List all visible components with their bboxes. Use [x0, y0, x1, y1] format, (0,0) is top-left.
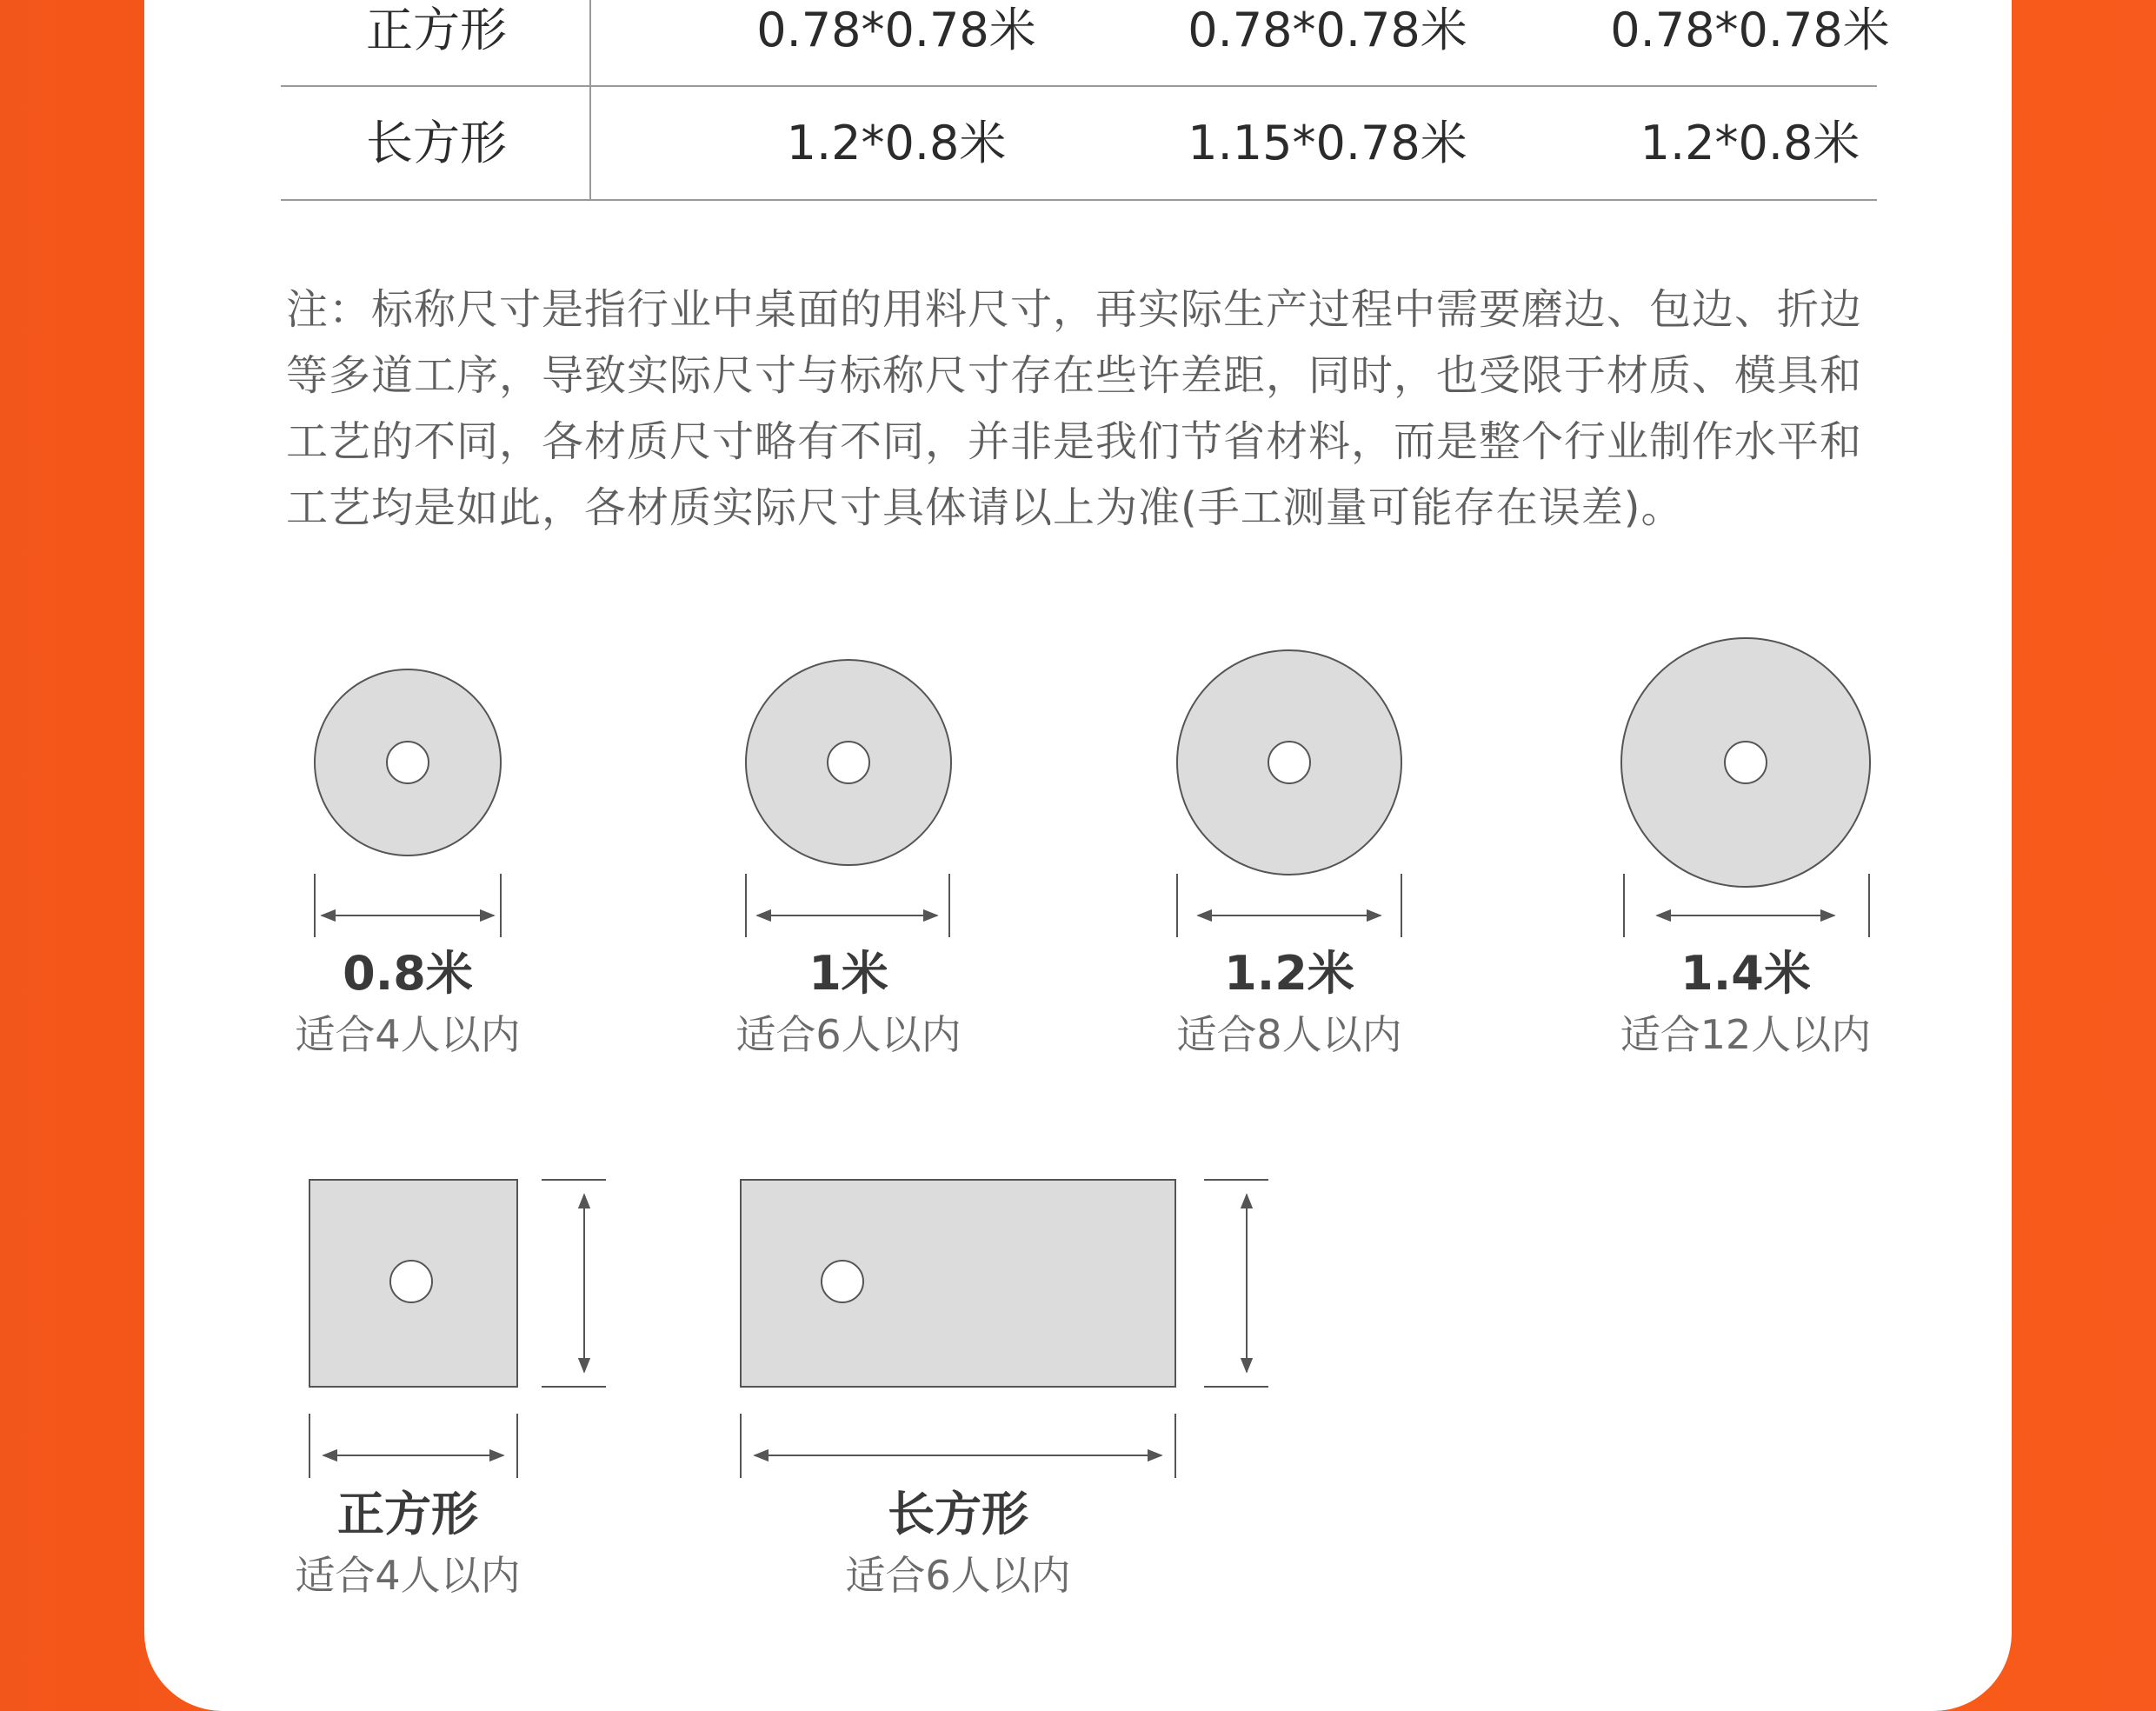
capacity-label: 适合4人以内 [295, 1552, 521, 1599]
table-cell: 1.15*0.78米 [1188, 116, 1467, 170]
capacity-label: 适合8人以内 [1176, 1011, 1402, 1058]
table-cell: 0.78*0.78米 [1610, 3, 1890, 57]
table-cell: 1.2*0.8米 [1640, 116, 1860, 170]
round-table-diagram-0-8 [315, 669, 501, 937]
size-label: 1.2米 [1224, 946, 1354, 1001]
content-card [144, 0, 2012, 1711]
round-table-diagram-1-4 [1621, 638, 1870, 937]
square-table-diagram [309, 1180, 606, 1478]
capacity-label: 适合6人以内 [845, 1552, 1071, 1599]
umbrella-hole [387, 742, 429, 783]
size-label: 1.4米 [1680, 946, 1811, 1001]
size-label: 0.8米 [343, 946, 473, 1001]
table-cell: 0.78*0.78米 [756, 3, 1036, 57]
capacity-label: 适合4人以内 [295, 1011, 521, 1058]
capacity-label: 适合6人以内 [735, 1011, 962, 1058]
umbrella-hole [1725, 742, 1767, 783]
round-table-diagram-1-0 [746, 660, 951, 937]
umbrella-hole [828, 742, 869, 783]
size-note: 注：标称尺寸是指行业中桌面的用料尺寸，再实际生产过程中需要磨边、包边、折边等多道工序，导致实际尺寸与标称尺寸存在些许差距，同时，也受限于材质、模具和工艺的不同，各材质尺寸略有不同，并非是我们节省材料，而是整个行业制作水平和工艺均是如此，各材质实际尺寸具体请以上为准(手工测量可能存在误差)。 [286, 285, 1863, 532]
umbrella-hole [1268, 742, 1310, 783]
size-diagrams [144, 0, 2012, 1711]
umbrella-hole [390, 1261, 432, 1302]
shape-label: 正方形 [337, 1487, 478, 1541]
table-row-label: 长方形 [366, 116, 507, 170]
size-label: 1米 [808, 946, 888, 1001]
table-top-shape [741, 1180, 1175, 1387]
shape-label: 长方形 [888, 1487, 1028, 1541]
capacity-label: 适合12人以内 [1620, 1011, 1872, 1058]
table-cell: 1.2*0.8米 [786, 116, 1007, 170]
round-table-diagram-1-2 [1177, 650, 1401, 937]
table-row-label: 正方形 [366, 3, 507, 57]
umbrella-hole [822, 1261, 863, 1302]
rectangle-table-diagram [741, 1180, 1268, 1478]
table-cell: 0.78*0.78米 [1188, 3, 1467, 57]
